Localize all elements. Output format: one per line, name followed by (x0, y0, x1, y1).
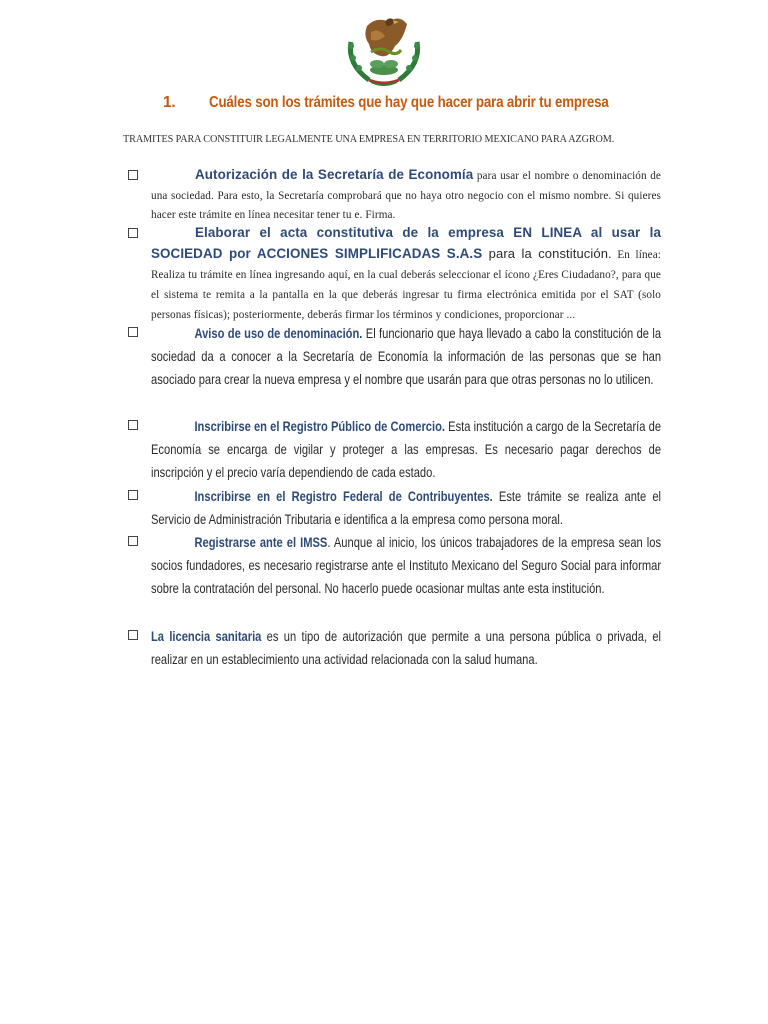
item-text: Aviso de uso de denominación. El funcionario que haya llevado a cabo la constitución de la sociedad da a conocer a la Secretaría de Economía la información de las personas que se han asociado para crear la nueva empresa y el nombre que usarán para que otras personas no lo utilicen. (151, 326, 662, 387)
mexican-coat-of-arms-emblem (341, 12, 427, 88)
heading-text: Cuáles son los trámites que hay que hacer para abrir tu empresa (209, 94, 609, 111)
item-text: Inscribirse en el Registro Público de Comercio. Esta institución a cargo de la Secretaría de Economía se encarga de vigilar y proteger a las empresas. Es necesario pagar derechos de inscripción y el precio varía dependiendo de cada estado. (151, 419, 662, 480)
subtitle: TRAMITES PARA CONSTITUIR LEGALMENTE UNA EMPRESA EN TERRITORIO MEXICANO PARA AZGROM. (123, 134, 615, 145)
checkbox-bullet-icon (128, 630, 138, 640)
heading-number: 1. (163, 94, 176, 111)
checkbox-bullet-icon (128, 420, 138, 430)
checkbox-bullet-icon (128, 327, 138, 337)
checkbox-bullet-icon (128, 170, 138, 180)
item-text: Inscribirse en el Registro Federal de Contribuyentes. Este trámite se realiza ante el Servicio de Administración Tributaria e identifica a la empresa como persona moral. (151, 489, 662, 527)
section-heading (0, 92, 768, 116)
checkbox-bullet-icon (128, 228, 138, 238)
checkbox-bullet-icon (128, 490, 138, 500)
item-text: Autorización de la Secretaría de Economía para usar el nombre o denominación de una sociedad. Para esto, la Secretaría comprobará que no haya otro negocio con el mismo nombre. Si quieres hacer este trámite en línea necesitar tener tu e. Firma. (151, 167, 661, 221)
checkbox-bullet-icon (128, 536, 138, 546)
item-text: Elaborar el acta constitutiva de la empresa EN LINEA al usar la SOCIEDAD por ACCIONES SIMPLIFICADAS S.A.S para la constitución. En línea: Realiza tu trámite en línea ingresando aquí, en la cual deberás seleccionar el ícono ¿Eres Ciudadano?, para que el sistema te remita a la pantalla en la que deberás ingresar tu firma electrónica emitida por el SAT (solo personas físicas); posteriormente, deberás firmar los términos y condiciones, proporcionar ... (151, 225, 662, 321)
item-text: Registrarse ante el IMSS. Aunque al inicio, los únicos trabajadores de la empresa sean los socios fundadores, es necesario registrarse ante el Instituto Mexicano del Seguro Social para informar sobre la contratación del personal. No hacerlo puede ocasionar multas ante esta institución. (151, 535, 662, 596)
item-text: La licencia sanitaria es un tipo de autorización que permite a una persona pública o privada, el realizar en un establecimiento una actividad relacionada con la salud humana. (151, 629, 662, 667)
